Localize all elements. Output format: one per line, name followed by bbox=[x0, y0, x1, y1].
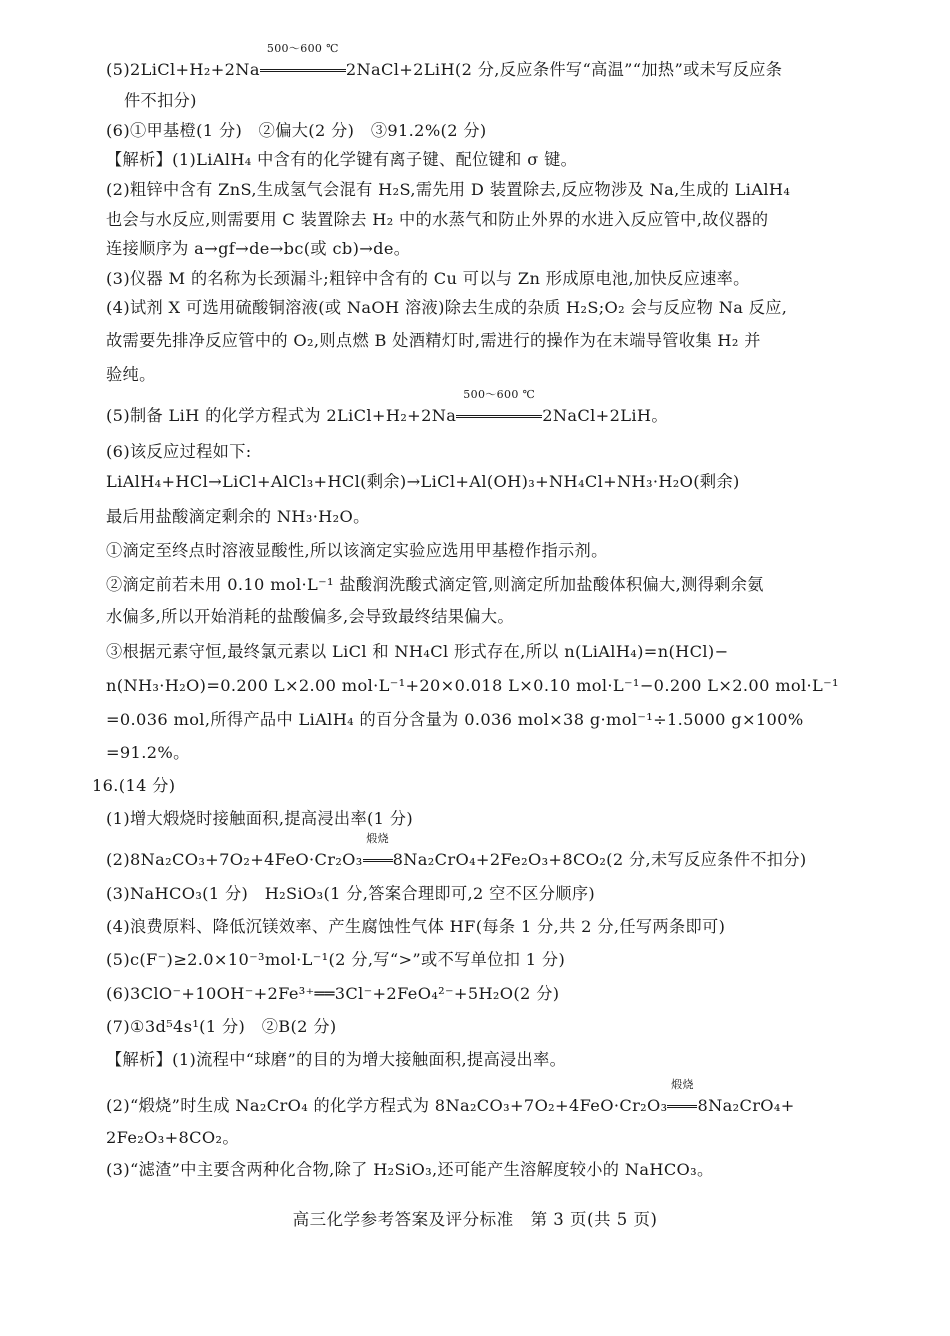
analysis-5 bbox=[106, 388, 880, 428]
analysis-4-line-3: 验纯。 bbox=[106, 365, 156, 384]
q16-analysis-2-line-1 bbox=[106, 1078, 880, 1118]
page-footer: 高三化学参考答案及评分标准 第 3 页(共 5 页) bbox=[292, 1210, 658, 1229]
analysis-6-part-2-line-2: 水偏多,所以开始消耗的盐酸偏多,会导致最终结果偏大。 bbox=[106, 607, 514, 626]
equation-products: 2NaCl+2LiH。 bbox=[542, 406, 668, 425]
analysis-2-line-2: 也会与水反应,则需要用 C 装置除去 H₂ 中的水蒸气和防止外界的水进入反应管中,故仪器的 bbox=[106, 210, 769, 229]
analysis-6-part-2-line-1: ②滴定前若未用 0.10 mol·L⁻¹ 盐酸润洗酸式滴定管,则滴定所加盐酸体积偏大,测得剩余氨 bbox=[106, 575, 764, 594]
q16-answer-2 bbox=[106, 832, 880, 872]
analysis-1: 【解析】(1)LiAlH₄ 中含有的化学键有离子键、配位键和 σ 键。 bbox=[106, 150, 578, 169]
q16-answer-6: (6)3ClO⁻+10OH⁻+2Fe³⁺══3Cl⁻+2FeO₄²⁻+5H₂O(2 分) bbox=[106, 984, 560, 1003]
equation-products-note: 8Na₂CrO₄+2Fe₂O₃+8CO₂(2 分,未写反应条件不扣分) bbox=[392, 850, 807, 869]
answer-5-line-1 bbox=[106, 42, 880, 82]
equation-reactants: (2)“煅烧”时生成 Na₂CrO₄ 的化学方程式为 8Na₂CO₃+7O₂+4FeO·Cr₂O₃ bbox=[106, 1096, 668, 1115]
reaction-condition-label: 500～600 ℃ bbox=[266, 42, 339, 55]
analysis-6-reaction-process: LiAlH₄+HCl→LiCl+AlCl₃+HCl(剩余)→LiCl+Al(OH)₃+NH₄Cl+NH₃·H₂O(剩余) bbox=[106, 472, 740, 491]
q16-analysis-2-line-2: 2Fe₂O₃+8CO₂。 bbox=[106, 1128, 239, 1147]
analysis-6-part-3-line-3: =0.036 mol,所得产品中 LiAlH₄ 的百分含量为 0.036 mol×38 g·mol⁻¹÷1.5000 g×100% bbox=[106, 710, 804, 729]
reaction-condition-label: 煅烧 bbox=[366, 832, 389, 845]
q16-analysis-1: 【解析】(1)流程中“球磨”的目的为增大接触面积,提高浸出率。 bbox=[106, 1050, 567, 1069]
analysis-6-part-3-line-1: ③根据元素守恒,最终氯元素以 LiCl 和 NH₄Cl 形式存在,所以 n(LiAlH₄)=n(HCl)− bbox=[106, 642, 729, 661]
reaction-condition-label: 500～600 ℃ bbox=[463, 388, 536, 401]
q16-answer-3: (3)NaHCO₃(1 分) H₂SiO₃(1 分,答案合理即可,2 空不区分顺序) bbox=[106, 884, 596, 903]
equation-products-note: 2NaCl+2LiH(2 分,反应条件写“高温”“加热”或未写反应条 bbox=[345, 60, 783, 79]
reaction-condition-arrow bbox=[456, 388, 542, 428]
q16-answer-4: (4)浪费原料、降低沉镁效率、产生腐蚀性气体 HF(每条 1 分,共 2 分,任写两条即可) bbox=[106, 917, 726, 936]
reaction-condition-arrow bbox=[363, 832, 393, 872]
analysis-6-part-3-line-4: =91.2%。 bbox=[106, 743, 190, 762]
analysis-4-line-2: 故需要先排净反应管中的 O₂,则点燃 B 处酒精灯时,需进行的操作为在末端导管收集 H₂ 并 bbox=[106, 331, 761, 350]
reaction-condition-arrow bbox=[260, 42, 346, 82]
answer-5-line-2: 件不扣分) bbox=[124, 91, 197, 110]
equation-reactants: (5)2LiCl+H₂+2Na bbox=[106, 60, 260, 79]
analysis-6-titration-note: 最后用盐酸滴定剩余的 NH₃·H₂O。 bbox=[106, 507, 370, 526]
equation-products: 8Na₂CrO₄+ bbox=[697, 1096, 795, 1115]
analysis-6-part-3-line-2: n(NH₃·H₂O)=0.200 L×2.00 mol·L⁻¹+20×0.018 L×0.10 mol·L⁻¹−0.200 L×2.00 mol·L⁻¹ bbox=[106, 676, 839, 695]
q16-answer-1: (1)增大煅烧时接触面积,提高浸出率(1 分) bbox=[106, 809, 414, 828]
analysis-6-intro: (6)该反应过程如下: bbox=[106, 442, 252, 461]
analysis-3: (3)仪器 M 的名称为长颈漏斗;粗锌中含有的 Cu 可以与 Zn 形成原电池,加快反应速率。 bbox=[106, 269, 750, 288]
analysis-2-line-1: (2)粗锌中含有 ZnS,生成氢气会混有 H₂S,需先用 D 装置除去,反应物涉及 Na,生成的 LiAlH₄ bbox=[106, 180, 791, 199]
equation-reactants: (5)制备 LiH 的化学方程式为 2LiCl+H₂+2Na bbox=[106, 406, 457, 425]
equation-reactants: (2)8Na₂CO₃+7O₂+4FeO·Cr₂O₃ bbox=[106, 850, 363, 869]
q16-answer-7: (7)①3d⁵4s¹(1 分) ②B(2 分) bbox=[106, 1017, 337, 1036]
analysis-2-line-3: 连接顺序为 a→gf→de→bc(或 cb)→de。 bbox=[106, 239, 411, 258]
reaction-condition-label: 煅烧 bbox=[671, 1078, 694, 1091]
question-16-heading: 16.(14 分) bbox=[92, 776, 176, 795]
q16-answer-5: (5)c(F⁻)≥2.0×10⁻³mol·L⁻¹(2 分,写“>”或不写单位扣 1 分) bbox=[106, 950, 566, 969]
analysis-6-part-1: ①滴定至终点时溶液显酸性,所以该滴定实验应选用甲基橙作指示剂。 bbox=[106, 541, 608, 560]
q16-analysis-3: (3)“滤渣”中主要含两种化合物,除了 H₂SiO₃,还可能产生溶解度较小的 NaHCO₃。 bbox=[106, 1160, 714, 1179]
answer-6: (6)①甲基橙(1 分) ②偏大(2 分) ③91.2%(2 分) bbox=[106, 121, 487, 140]
reaction-condition-arrow bbox=[667, 1078, 697, 1118]
analysis-4-line-1: (4)试剂 X 可选用硫酸铜溶液(或 NaOH 溶液)除去生成的杂质 H₂S;O₂ 会与反应物 Na 反应, bbox=[106, 298, 788, 317]
